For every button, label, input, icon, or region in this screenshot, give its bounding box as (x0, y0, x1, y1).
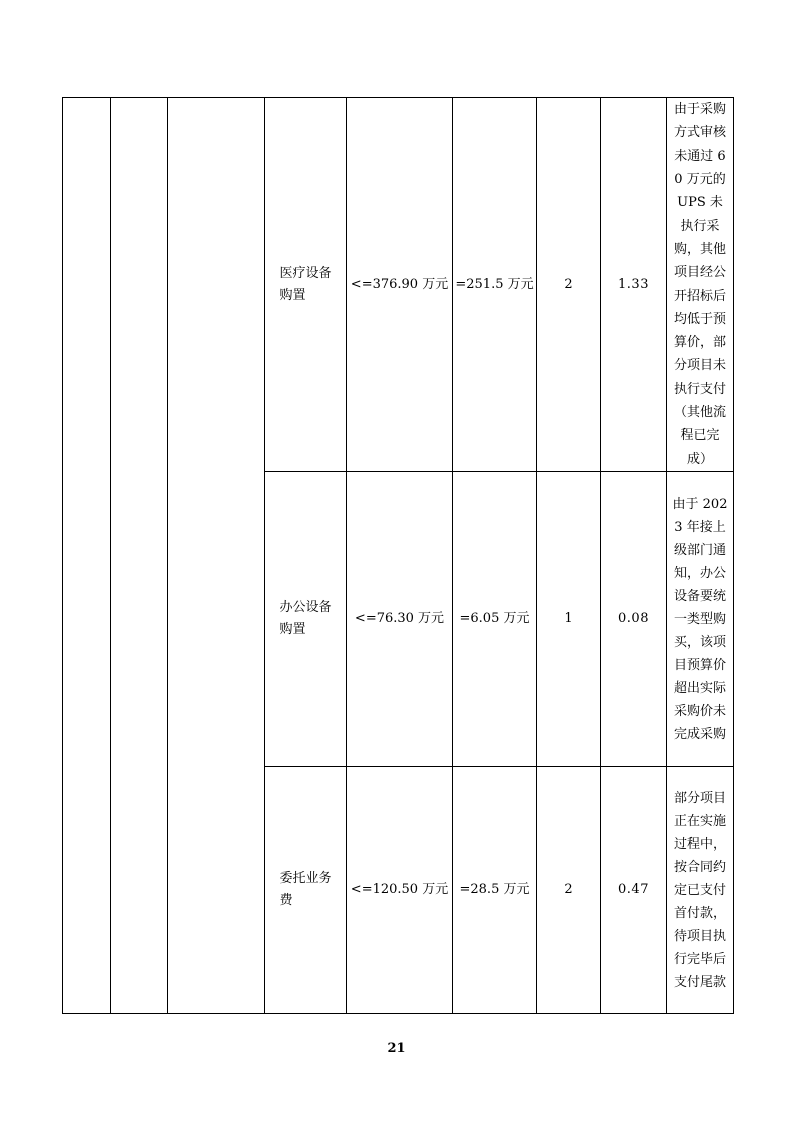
full-score-cell: 2 (537, 767, 601, 1014)
actual-value-cell: =6.05 万元 (453, 472, 537, 767)
indicator-name-cell: 办公设备购置 (265, 472, 347, 767)
deviation-note-cell: 部分项目正在实施过程中，按合同约定已支付首付款，待项目执行完毕后支付尾款 (667, 767, 734, 1014)
level2-indicator-cell (111, 98, 168, 1014)
deviation-note-cell: 由于 2023 年接上级部门通知，办公设备要统一类型购买，该项目预算价超出实际采购价未完成采购 (667, 472, 734, 767)
indicator-name-cell: 委托业务费 (265, 767, 347, 1014)
page-number: 21 (387, 1041, 406, 1056)
full-score-cell: 2 (537, 98, 601, 472)
table-row (63, 98, 734, 472)
target-value-cell: <=76.30 万元 (347, 472, 453, 767)
target-value-cell: <=120.50 万元 (347, 767, 453, 1014)
level3-indicator-cell (168, 98, 265, 1014)
actual-value-cell: =28.5 万元 (453, 767, 537, 1014)
actual-value-cell: =251.5 万元 (453, 98, 537, 472)
performance-table (62, 97, 734, 1014)
score-cell: 0.08 (601, 472, 667, 767)
deviation-note-cell: 由于采购方式审核未通过 60 万元的 UPS 未执行采购，其他项目经公开招标后均低于预算价，部分项目未执行支付（其他流程已完成） (667, 98, 734, 472)
level1-indicator-cell (63, 98, 111, 1014)
indicator-name-cell: 医疗设备购置 (265, 98, 347, 472)
score-cell: 1.33 (601, 98, 667, 472)
score-cell: 0.47 (601, 767, 667, 1014)
target-value-cell: <=376.90 万元 (347, 98, 453, 472)
full-score-cell: 1 (537, 472, 601, 767)
